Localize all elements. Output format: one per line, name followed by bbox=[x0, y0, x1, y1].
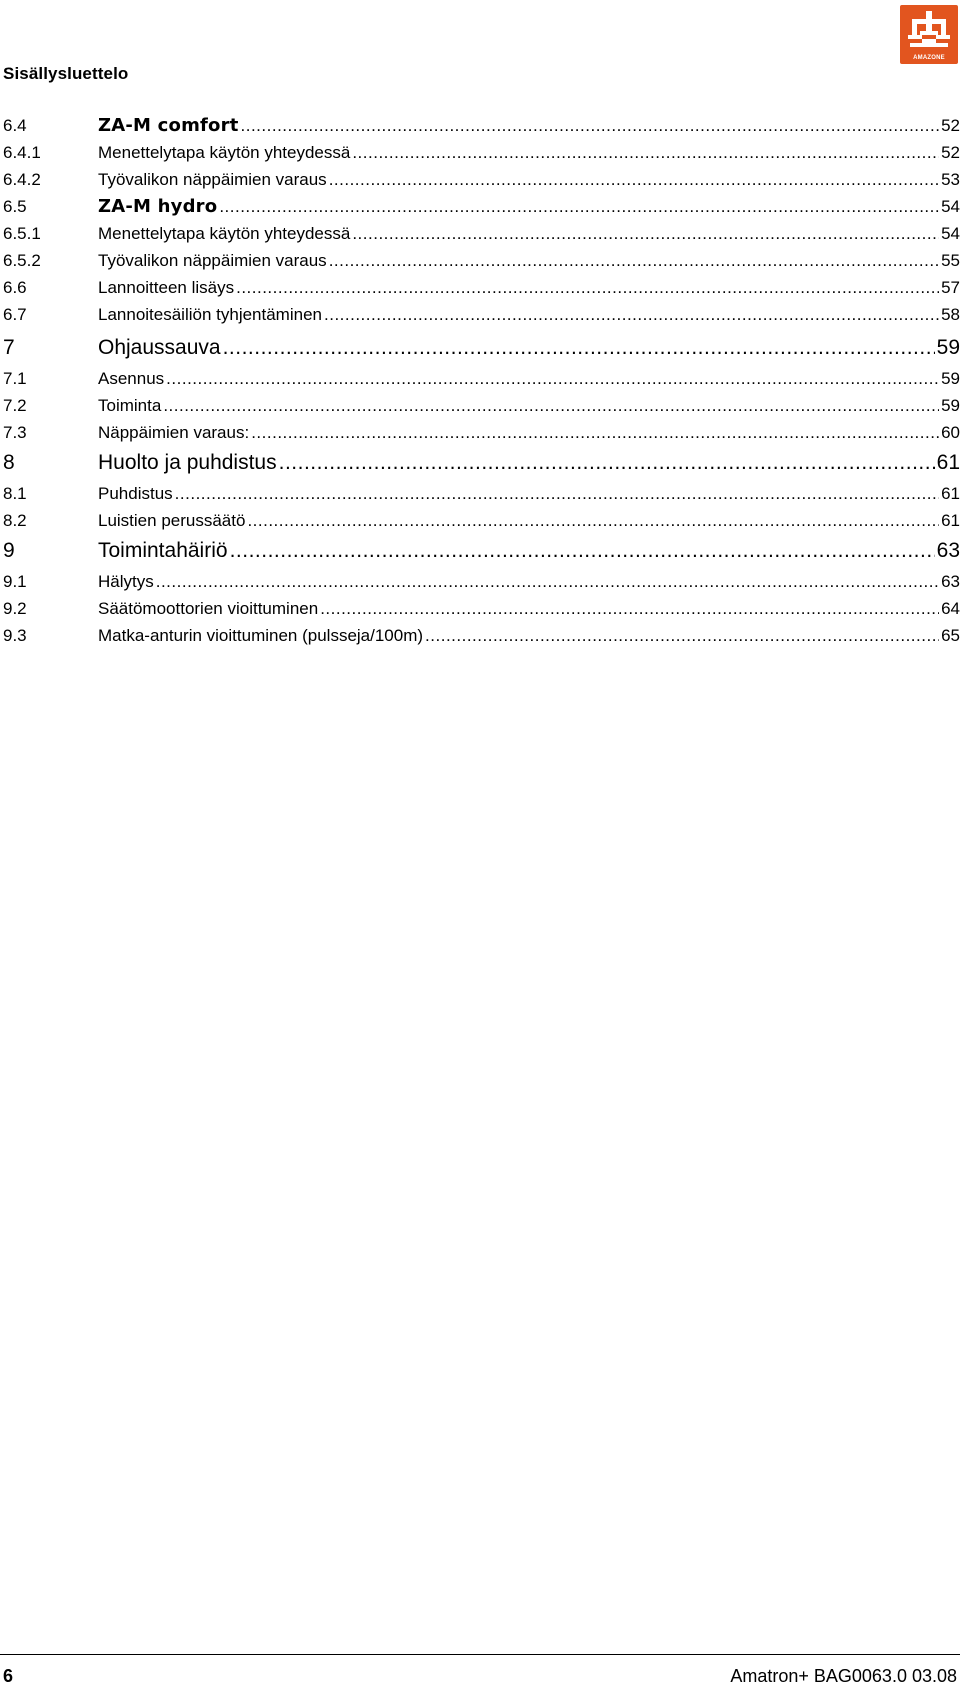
toc-entry-title: Lannoitesäiliön tyhjentäminen bbox=[98, 305, 322, 324]
toc-entry-title: Luistien perussäätö bbox=[98, 511, 246, 530]
toc-section-entry[interactable] bbox=[3, 419, 960, 446]
toc-dot-leader bbox=[324, 301, 939, 328]
toc-entry-page: 61 bbox=[936, 451, 960, 474]
toc-section-entry[interactable] bbox=[3, 365, 960, 392]
toc-dot-leader bbox=[156, 568, 939, 595]
toc-entry-page: 54 bbox=[941, 224, 960, 243]
toc-entry-number: 7 bbox=[3, 336, 15, 359]
toc-dot-leader bbox=[236, 274, 939, 301]
toc-entry-title: Menettelytapa käytön yhteydessä bbox=[98, 143, 351, 162]
toc-section-entry[interactable] bbox=[3, 247, 960, 274]
toc-section-entry[interactable] bbox=[3, 274, 960, 301]
toc-entry-page: 65 bbox=[941, 626, 960, 645]
toc-section-entry[interactable] bbox=[3, 622, 960, 649]
logo-wordmark: AMAZONE bbox=[913, 55, 945, 61]
toc-dot-leader bbox=[230, 534, 935, 568]
toc-entry-title: Lannoitteen lisäys bbox=[98, 278, 235, 297]
toc-entry-number: 9.3 bbox=[3, 626, 27, 645]
toc-entry-page: 55 bbox=[941, 251, 960, 270]
toc-chapter-entry[interactable] bbox=[3, 331, 960, 365]
toc-entry-page: 64 bbox=[941, 599, 960, 618]
table-of-contents bbox=[3, 112, 960, 649]
toc-dot-leader bbox=[352, 139, 939, 166]
toc-dot-leader bbox=[223, 331, 935, 365]
toc-section-entry[interactable] bbox=[3, 392, 960, 419]
toc-entry-title: Työvalikon näppäimien varaus bbox=[98, 251, 327, 270]
toc-entry-title: Työvalikon näppäimien varaus bbox=[98, 170, 327, 189]
toc-dot-leader bbox=[425, 622, 939, 649]
toc-entry-page: 54 bbox=[941, 197, 960, 216]
toc-entry-page: 52 bbox=[941, 116, 960, 135]
toc-section-entry[interactable] bbox=[3, 301, 960, 328]
toc-dot-leader bbox=[166, 365, 939, 392]
toc-entry-page: 59 bbox=[936, 336, 960, 359]
toc-entry-number: 7.3 bbox=[3, 423, 27, 442]
toc-entry-title: Menettelytapa käytön yhteydessä bbox=[98, 224, 351, 243]
toc-entry-title: ZA-M hydro bbox=[98, 196, 218, 217]
toc-entry-number: 6.5.1 bbox=[3, 224, 41, 243]
toc-entry-number: 9.2 bbox=[3, 599, 27, 618]
toc-entry-page: 61 bbox=[941, 511, 960, 530]
toc-entry-number: 7.1 bbox=[3, 369, 27, 388]
toc-entry-page: 63 bbox=[936, 539, 960, 562]
toc-entry-title: Toiminta bbox=[98, 396, 162, 415]
toc-entry-number: 8.2 bbox=[3, 511, 27, 530]
toc-dot-leader bbox=[329, 166, 939, 193]
amazone-logo bbox=[900, 5, 958, 64]
toc-section-entry[interactable] bbox=[3, 220, 960, 247]
toc-section-entry[interactable] bbox=[3, 139, 960, 166]
toc-entry-page: 63 bbox=[941, 572, 960, 591]
toc-entry-title: Ohjaussauva bbox=[98, 336, 221, 359]
toc-chapter-entry[interactable] bbox=[3, 446, 960, 480]
toc-entry-title: Huolto ja puhdistus bbox=[98, 451, 277, 474]
toc-entry-number: 6.4.1 bbox=[3, 143, 41, 162]
toc-entry-page: 61 bbox=[941, 484, 960, 503]
toc-chapter-entry[interactable] bbox=[3, 534, 960, 568]
toc-dot-leader bbox=[241, 112, 940, 139]
toc-entry-number: 6.7 bbox=[3, 305, 27, 324]
toc-entry-number: 9.1 bbox=[3, 572, 27, 591]
toc-entry-number: 9 bbox=[3, 539, 15, 562]
footer-page-number: 6 bbox=[3, 1666, 14, 1686]
toc-entry-title: Hälytys bbox=[98, 572, 154, 591]
toc-dot-leader bbox=[251, 419, 939, 446]
toc-entry-page: 53 bbox=[941, 170, 960, 189]
toc-entry-page: 60 bbox=[941, 423, 960, 442]
toc-dot-leader bbox=[175, 480, 939, 507]
toc-section-entry[interactable] bbox=[3, 193, 960, 220]
toc-entry-number: 6.5 bbox=[3, 197, 27, 216]
toc-dot-leader bbox=[247, 507, 939, 534]
toc-entry-number: 8 bbox=[3, 451, 15, 474]
toc-entry-page: 59 bbox=[941, 396, 960, 415]
toc-entry-page: 52 bbox=[941, 143, 960, 162]
page-title: Sisällysluettelo bbox=[3, 64, 129, 83]
toc-entry-title: Puhdistus bbox=[98, 484, 173, 503]
toc-entry-title: Asennus bbox=[98, 369, 165, 388]
toc-entry-title: Näppäimien varaus: bbox=[98, 423, 250, 442]
toc-dot-leader bbox=[329, 247, 939, 274]
toc-dot-leader bbox=[352, 220, 939, 247]
toc-entry-number: 6.5.2 bbox=[3, 251, 41, 270]
toc-entry-number: 6.4 bbox=[3, 116, 27, 135]
toc-dot-leader bbox=[163, 392, 939, 419]
toc-entry-page: 58 bbox=[941, 305, 960, 324]
toc-section-entry[interactable] bbox=[3, 568, 960, 595]
toc-dot-leader bbox=[279, 446, 935, 480]
toc-section-entry[interactable] bbox=[3, 480, 960, 507]
toc-entry-title: Toimintahäiriö bbox=[98, 539, 228, 562]
toc-entry-title: ZA-M comfort bbox=[98, 115, 239, 136]
toc-dot-leader bbox=[320, 595, 939, 622]
footer-divider bbox=[0, 1654, 960, 1655]
toc-entry-number: 6.6 bbox=[3, 278, 27, 297]
toc-entry-title: Säätömoottorien vioittuminen bbox=[98, 599, 319, 618]
toc-entry-number: 7.2 bbox=[3, 396, 27, 415]
toc-entry-number: 6.4.2 bbox=[3, 170, 41, 189]
footer-document-id: Amatron+ BAG0063.0 03.08 bbox=[730, 1666, 957, 1686]
toc-section-entry[interactable] bbox=[3, 166, 960, 193]
toc-entry-title: Matka-anturin vioittuminen (pulsseja/100m) bbox=[98, 626, 424, 645]
toc-entry-number: 8.1 bbox=[3, 484, 27, 503]
toc-section-entry[interactable] bbox=[3, 112, 960, 139]
toc-dot-leader bbox=[219, 193, 939, 220]
toc-section-entry[interactable] bbox=[3, 595, 960, 622]
toc-entry-page: 57 bbox=[941, 278, 960, 297]
toc-section-entry[interactable] bbox=[3, 507, 960, 534]
toc-entry-page: 59 bbox=[941, 369, 960, 388]
